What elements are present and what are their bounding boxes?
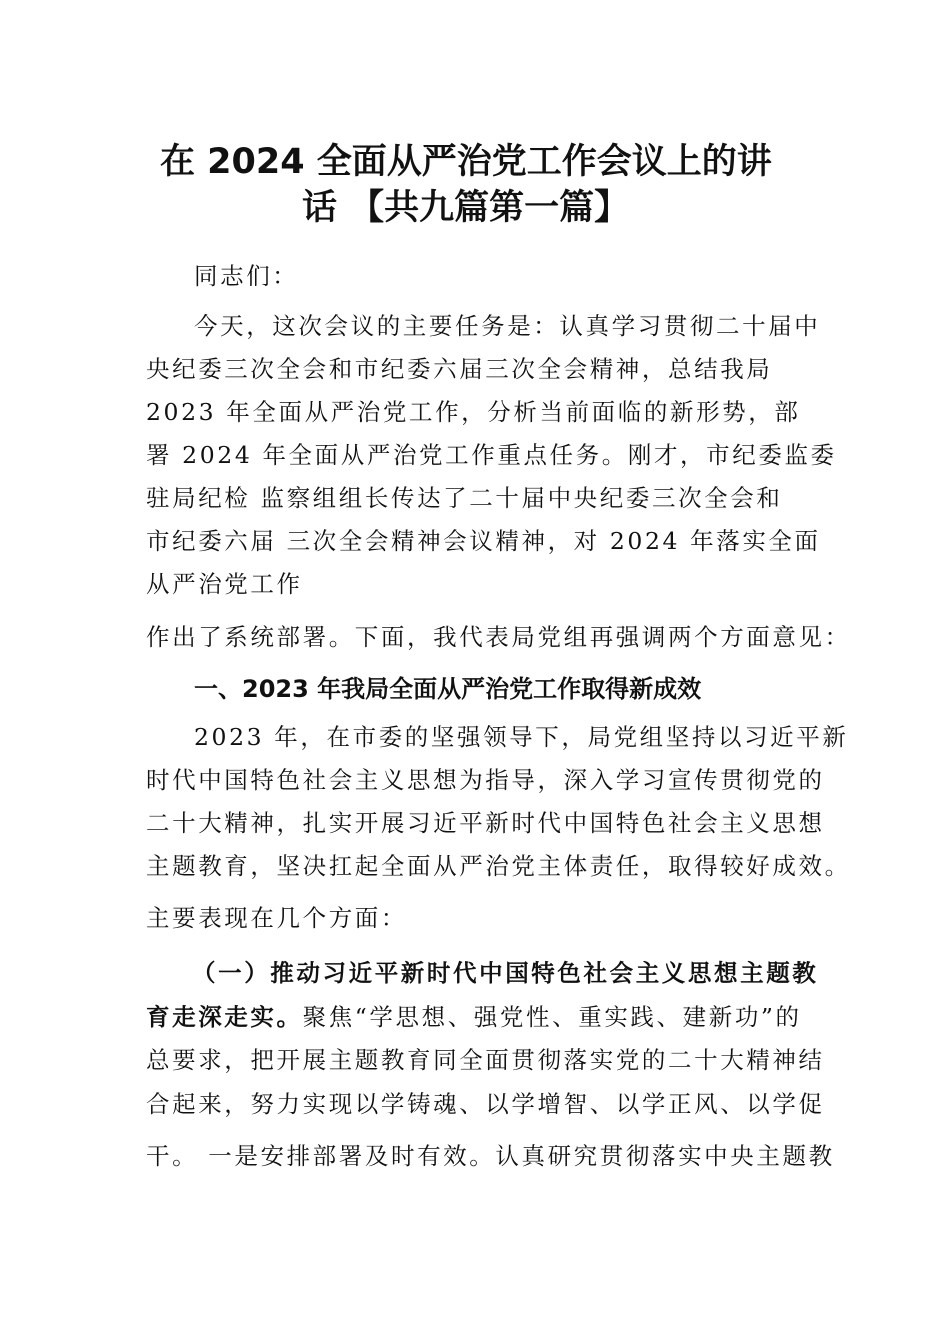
paragraph-line: 驻局纪检 监察组组长传达了二十届中央纪委三次全会和 [146, 484, 783, 512]
document-title-line-2: 话 【共九篇第一篇】 [302, 188, 630, 228]
paragraph-line: 署 2024 年全面从严治党工作重点任务。刚才，市纪委监委 [146, 441, 837, 469]
subsection-heading: （一）推动习近平新时代中国特色社会主义思想主题教 [192, 959, 819, 987]
paragraph-line: 主题教育，坚决扛起全面从严治党主体责任，取得较好成效。 [146, 852, 851, 880]
paragraph-line: 合起来，努力实现以学铸魂、以学增智、以学正风、以学促 [146, 1090, 825, 1118]
paragraph-line: 央纪委三次全会和市纪委六届三次全会精神，总结我局 [146, 355, 773, 383]
paragraph-line: 时代中国特色社会主义思想为指导，深入学习宣传贯彻党的 [146, 766, 825, 794]
paragraph-line: 主要表现在几个方面： [146, 904, 407, 932]
paragraph-text: 聚焦“学思想、强党性、重实践、建新功”的 [302, 1003, 802, 1031]
paragraph-line: 干。 一是安排部署及时有效。认真研究贯彻落实中央主题教 [146, 1142, 835, 1170]
paragraph-line: 从严治党工作 [146, 570, 303, 598]
paragraph-line: 二十大精神，扎实开展习近平新时代中国特色社会主义思想 [146, 809, 825, 837]
paragraph-line: 2023 年全面从严治党工作，分析当前面临的新形势，部 [146, 398, 801, 426]
paragraph-line: 作出了系统部署。下面，我代表局党组再强调两个方面意见： [146, 623, 851, 651]
section-heading: 一、2023 年我局全面从严治党工作取得新成效 [194, 675, 702, 703]
document-title-line-1: 在 2024 全面从严治党工作会议上的讲 [160, 142, 772, 182]
paragraph-line: 今天，这次会议的主要任务是：认真学习贯彻二十届中 [194, 312, 821, 340]
paragraph-line: 总要求，把开展主题教育同全面贯彻落实党的二十大精神结 [146, 1046, 825, 1074]
subsection-heading-continued: 育走深走实。 [146, 1003, 303, 1031]
paragraph-line-mixed [146, 1002, 802, 1032]
paragraph-line: 市纪委六届 三次全会精神会议精神，对 2024 年落实全面 [146, 527, 821, 555]
paragraph-line: 2023 年，在市委的坚强领导下，局党组坚持以习近平新 [194, 723, 849, 751]
salutation: 同志们： [194, 262, 299, 290]
